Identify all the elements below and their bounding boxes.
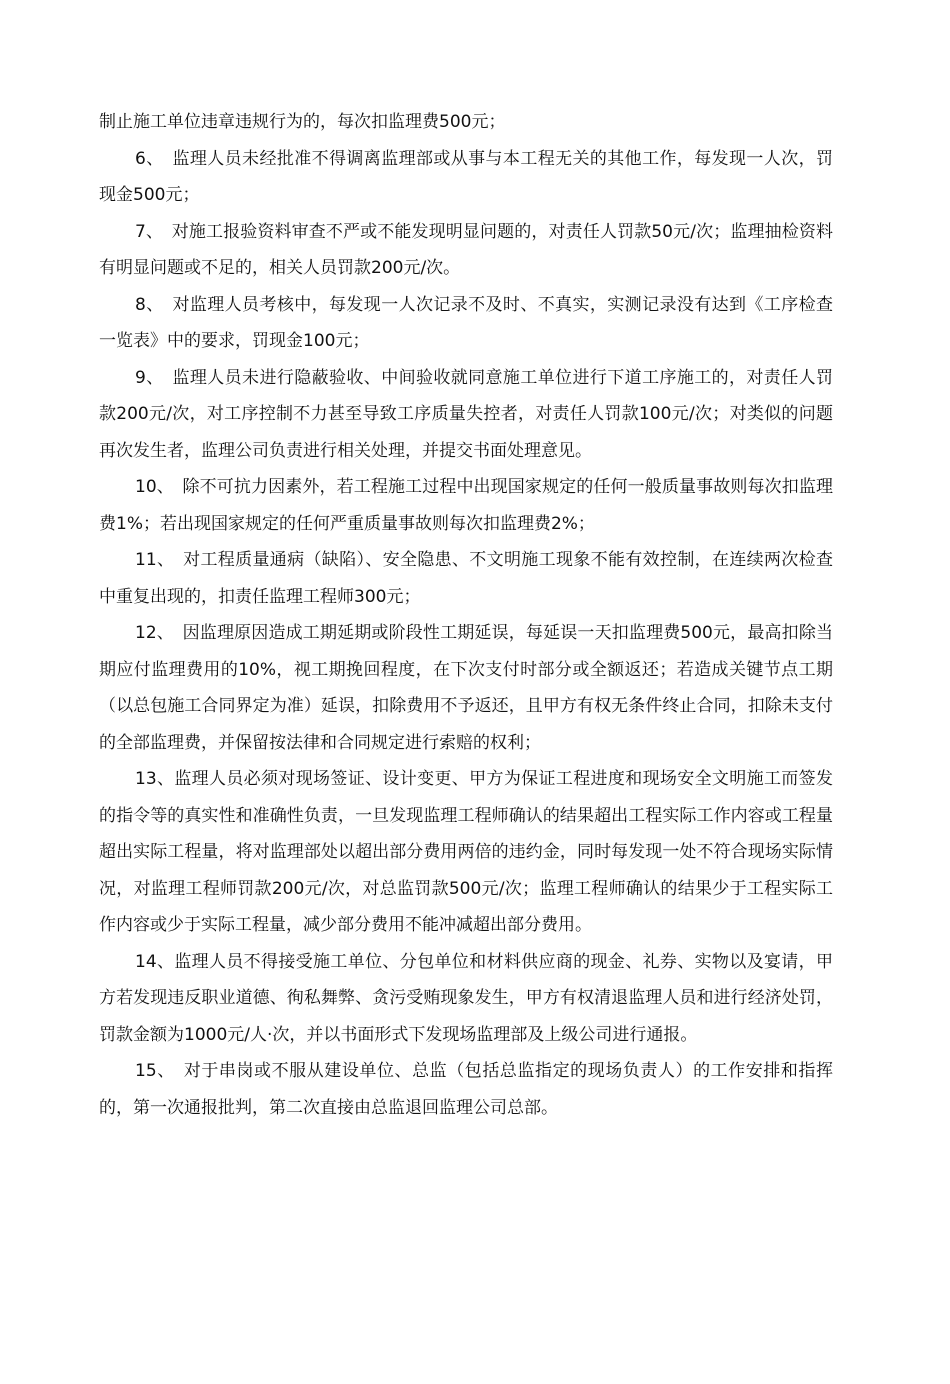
document-body: [99, 104, 833, 1126]
paragraph-item-8: 8、 对监理人员考核中，每发现一人次记录不及时、不真实，实测记录没有达到《工序检查一览表》中的要求，罚现金100元；: [99, 294, 833, 351]
paragraph-item-14: 14、监理人员不得接受施工单位、分包单位和材料供应商的现金、礼券、实物以及宴请，甲方若发现违反职业道德、徇私舞弊、贪污受贿现象发生，甲方有权清退监理人员和进行经济处罚，罚款金额为1000元/人·次，并以书面形式下发现场监理部及上级公司进行通报。: [99, 951, 833, 1045]
paragraph-item-7: 7、 对施工报验资料审查不严或不能发现明显问题的，对责任人罚款50元/次；监理抽检资料有明显问题或不足的，相关人员罚款200元/次。: [99, 221, 833, 278]
paragraph-item-12: 12、 因监理原因造成工期延期或阶段性工期延误，每延误一天扣监理费500元，最高扣除当期应付监理费用的10%，视工期挽回程度，在下次支付时部分或全额返还；若造成关键节点工期（以总包施工合同界定为准）延误，扣除费用不予返还，且甲方有权无条件终止合同，扣除未支付的全部监理费，并保留按法律和合同规定进行索赔的权利；: [99, 623, 833, 753]
paragraph-item-13: 13、监理人员必须对现场签证、设计变更、甲方为保证工程进度和现场安全文明施工而签发的指令等的真实性和准确性负责，一旦发现监理工程师确认的结果超出工程实际工作内容或工程量超出实际工程量，将对监理部处以超出部分费用两倍的违约金，同时每发现一处不符合现场实际情况，对监理工程师罚款200元/次，对总监罚款500元/次；监理工程师确认的结果少于工程实际工作内容或少于实际工程量，减少部分费用不能冲减超出部分费用。: [99, 769, 833, 935]
paragraph-continuation: 制止施工单位违章违规行为的，每次扣监理费500元；: [99, 112, 506, 132]
paragraph-item-15: 15、 对于串岗或不服从建设单位、总监（包括总监指定的现场负责人）的工作安排和指挥的，第一次通报批判，第二次直接由总监退回监理公司总部。: [99, 1061, 833, 1118]
paragraph-item-11: 11、 对工程质量通病（缺陷）、安全隐患、不文明施工现象不能有效控制，在连续两次检查中重复出现的，扣责任监理工程师300元；: [99, 550, 833, 607]
paragraph-item-10: 10、 除不可抗力因素外，若工程施工过程中出现国家规定的任何一般质量事故则每次扣监理费1%；若出现国家规定的任何严重质量事故则每次扣监理费2%；: [99, 477, 833, 534]
paragraph-item-6: 6、 监理人员未经批准不得调离监理部或从事与本工程无关的其他工作，每发现一人次，罚现金500元；: [99, 148, 833, 205]
paragraph-item-9: 9、 监理人员未进行隐蔽验收、中间验收就同意施工单位进行下道工序施工的，对责任人罚款200元/次，对工序控制不力甚至导致工序质量失控者，对责任人罚款100元/次；对类似的问题再次发生者，监理公司负责进行相关处理，并提交书面处理意见。: [99, 367, 833, 461]
